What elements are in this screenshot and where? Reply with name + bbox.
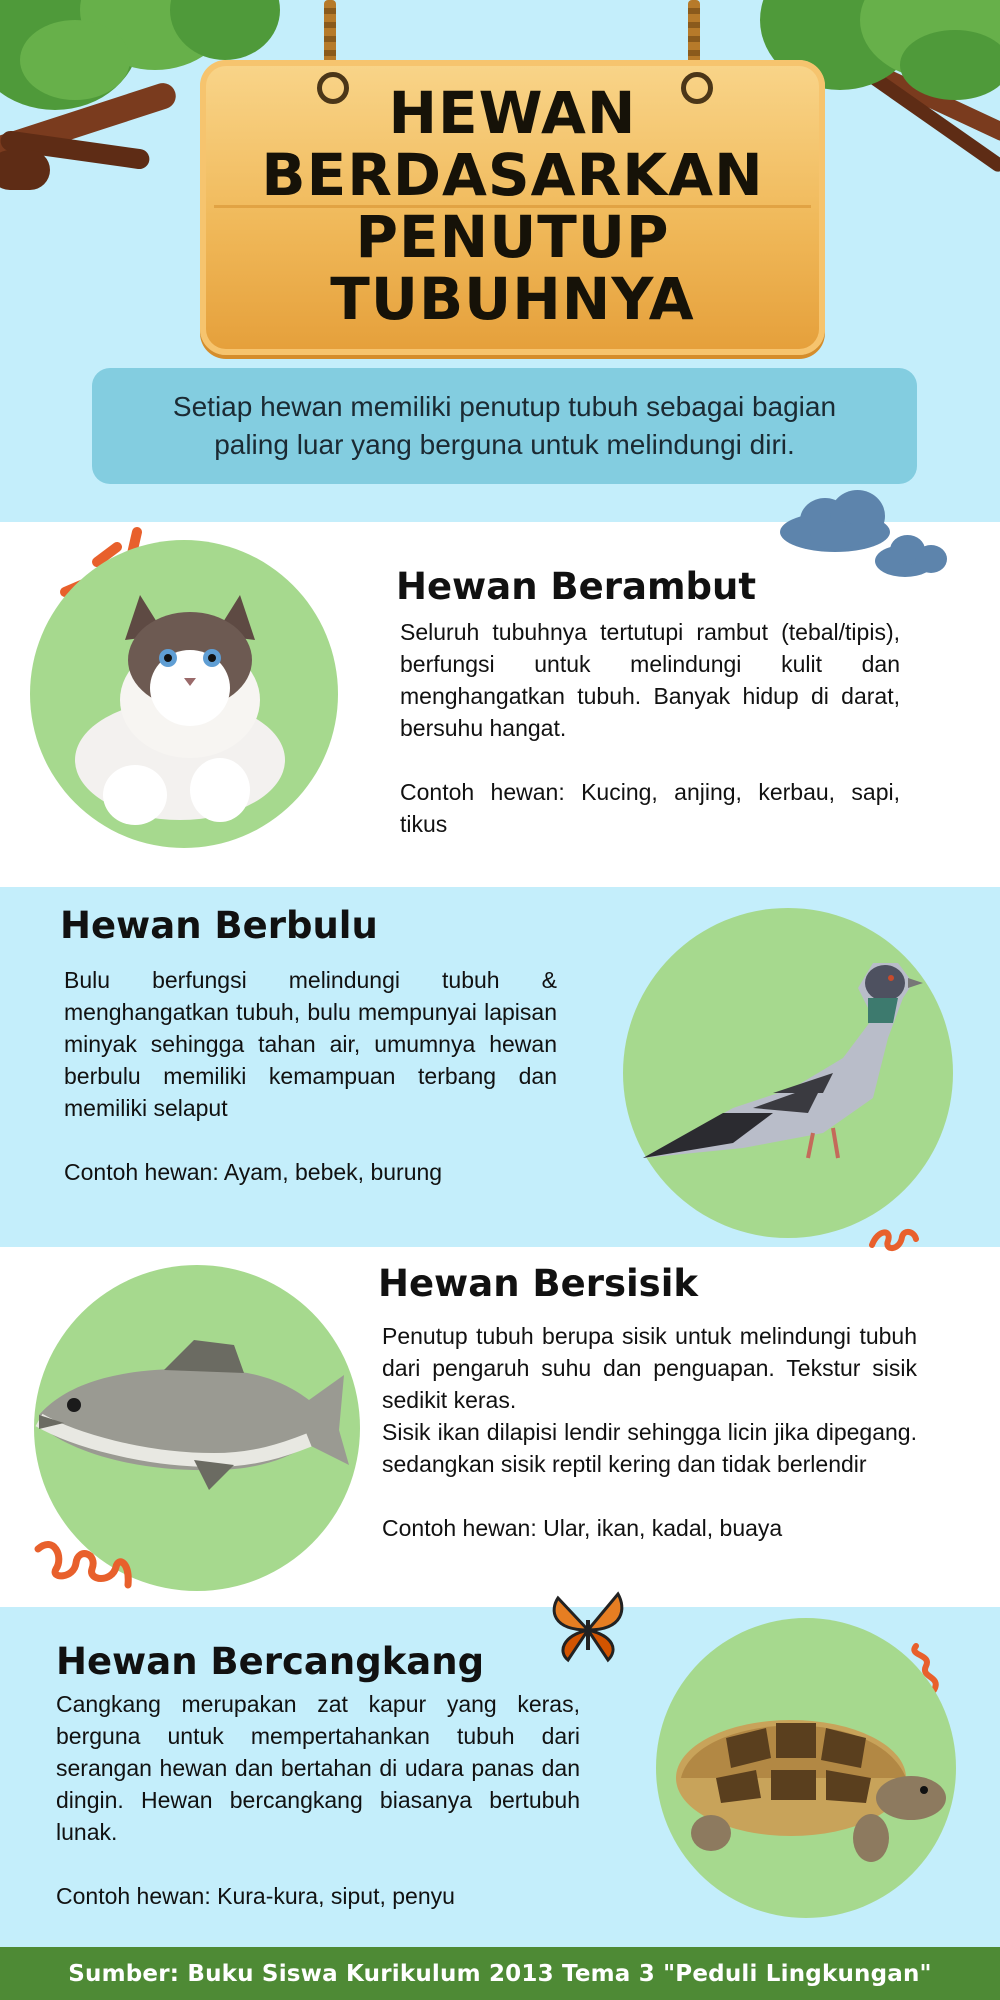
title-line-1: HEWAN — [388, 79, 637, 147]
section-body-berbulu — [64, 964, 557, 1188]
section-title-bercangkang: Hewan Bercangkang — [56, 1640, 485, 1683]
section-body-bersisik — [382, 1320, 917, 1544]
section-title-bersisik: Hewan Bersisik — [378, 1262, 698, 1305]
paragraph: Sisik ikan dilapisi lendir sehingga licin jika dipegang. sedangkan sisik reptil kering dan tidak berlendir — [382, 1419, 917, 1477]
curl-icon — [34, 1535, 134, 1593]
footer-source: Sumber: Buku Siswa Kurikulum 2013 Tema 3 "Peduli Lingkungan" — [68, 1961, 932, 1987]
cat-icon — [30, 540, 338, 848]
example-text: Contoh hewan: Kura-kura, siput, penyu — [56, 1883, 455, 1909]
section-title-berbulu: Hewan Berbulu — [60, 904, 378, 947]
paragraph: Bulu berfungsi melindungi tubuh & menghangatkan tubuh, bulu mempunyai lapisan minyak sehingga tahan air, umumnya hewan berbulu memiliki kemampuan terbang dan memiliki selaput — [64, 967, 557, 1121]
title-line-2: BERDASARKAN — [261, 141, 764, 209]
turtle-image-circle — [656, 1618, 956, 1918]
intro-line-2: paling luar yang berguna untuk melindungi diri. — [214, 429, 795, 460]
example-text: Contoh hewan: Kucing, anjing, kerbau, sapi, tikus — [400, 779, 900, 837]
footer-bar — [0, 1947, 1000, 2000]
pigeon-image-circle — [623, 908, 953, 1238]
title-line-4: TUBUHNYA — [330, 265, 695, 333]
section-body-berambut — [400, 616, 900, 840]
example-text: Contoh hewan: Ular, ikan, kadal, buaya — [382, 1515, 783, 1541]
turtle-icon — [656, 1618, 956, 1918]
title-line-3: PENUTUP — [355, 203, 670, 271]
paragraph: Penutup tubuh berupa sisik untuk melindungi tubuh dari pengaruh suhu dan penguapan. Tekstur sisik sedikit keras. — [382, 1323, 917, 1413]
intro-line-1: Setiap hewan memiliki penutup tubuh sebagai bagian — [172, 391, 837, 422]
page-title — [200, 79, 825, 333]
cloud-icon — [780, 490, 960, 590]
section-title-berambut: Hewan Berambut — [396, 565, 757, 608]
paragraph: Cangkang merupakan zat kapur yang keras, berguna untuk mempertahankan tubuh dari serangan hewan dan bertahan di udara panas dan dingin. Hewan bercangkang biasanya bertubuh lunak. — [56, 1691, 580, 1845]
section-body-bercangkang — [56, 1688, 580, 1912]
intro-text — [112, 388, 897, 464]
pigeon-icon — [623, 908, 953, 1238]
squiggle-icon — [868, 1225, 920, 1255]
example-text: Contoh hewan: Ayam, bebek, burung — [64, 1159, 443, 1185]
paragraph: Seluruh tubuhnya tertutupi rambut (tebal/tipis), berfungsi untuk melindungi kulit dan menghangatkan tubuh. Banyak hidup di darat, bersuhu hangat. — [400, 619, 900, 741]
cat-image-circle — [30, 540, 338, 848]
butterfly-icon — [548, 1590, 626, 1668]
intro-banner — [92, 368, 917, 484]
